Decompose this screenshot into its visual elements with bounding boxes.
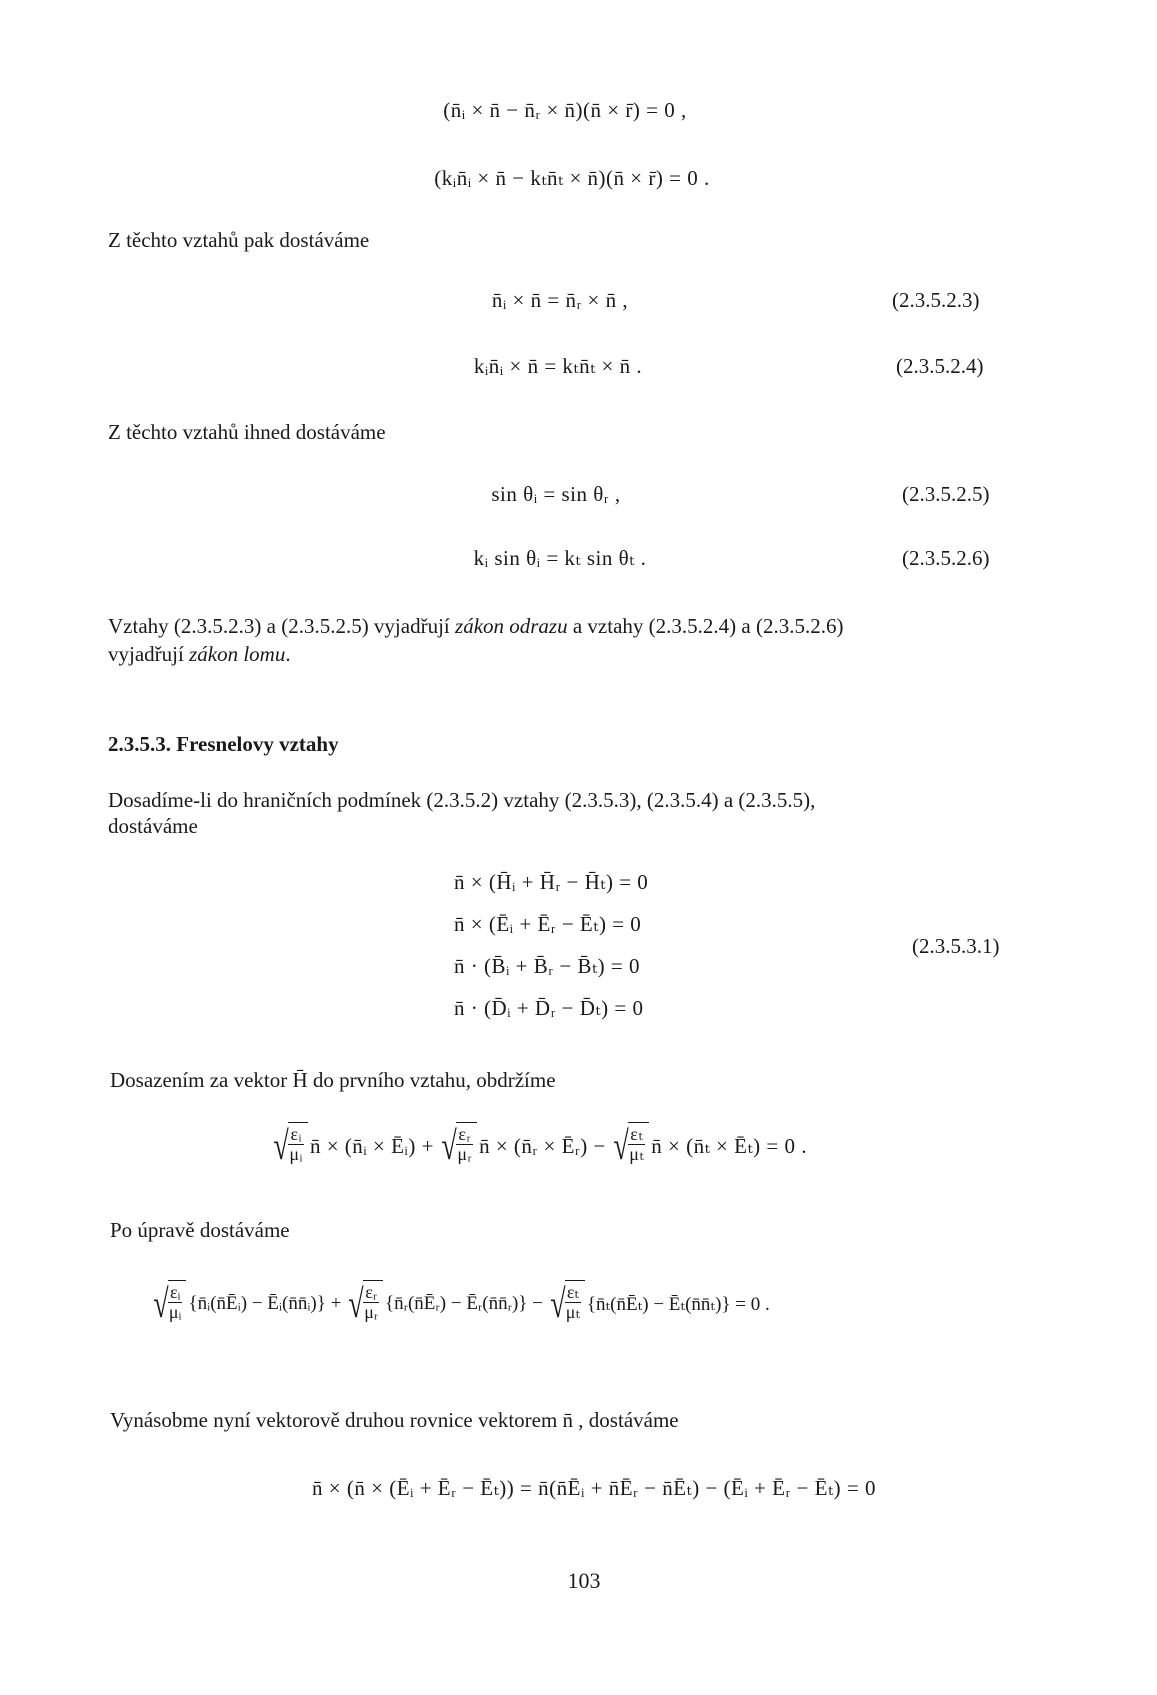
paragraph-3-text-a: Vztahy (2.3.5.2.3) a (2.3.5.2.5) vyjadřují bbox=[108, 614, 456, 638]
paragraph-1: Z těchto vztahů pak dostáváme bbox=[108, 228, 370, 252]
equation-number-2-3-5-2-3: (2.3.5.2.3) bbox=[892, 288, 980, 312]
paragraph-4-line-1: Dosadíme-li do hraničních podmínek (2.3.5.2) vztahy (2.3.5.3), (2.3.5.4) a (2.3.5.5), bbox=[108, 788, 816, 812]
fraction-denominator: μₜ bbox=[629, 1143, 645, 1164]
equation-2-3-5-2-6: kᵢ sin θᵢ = kₜ sin θₜ . bbox=[473, 546, 647, 570]
fraction-numerator: εᵢ bbox=[169, 1282, 181, 1302]
page-number: 103 bbox=[567, 1568, 601, 1593]
paragraph-3-text-c: vyjadřují bbox=[108, 642, 190, 666]
equation-number-2-3-5-3-1: (2.3.5.3.1) bbox=[912, 934, 1000, 958]
section-heading: 2.3.5.3. Fresnelovy vztahy bbox=[108, 732, 339, 756]
fraction-denominator: μᵣ bbox=[364, 1301, 379, 1322]
paragraph-3-text-b: a vztahy (2.3.5.2.4) a (2.3.5.2.6) bbox=[567, 614, 844, 638]
last-equation: n̄ × (n̄ × (Ēᵢ + Ēᵣ − Ēₜ)) = n̄(n̄Ēᵢ + n̄Ēᵣ − n̄Ēₜ) − (Ēᵢ + Ēᵣ − Ēₜ) = 0 bbox=[312, 1476, 876, 1500]
sqrt-eps-mu-t: √ $\frac{\text{εₜ}}{\text{μₜ}}$ bbox=[547, 1280, 585, 1328]
sqrt-eps-mu-r: √ $\frac{\text{εᵣ}}{\text{μᵣ}}$ bbox=[345, 1280, 383, 1328]
paragraph-6: Po úpravě dostáváme bbox=[110, 1218, 290, 1242]
term-law-of-refraction: zákon lomu bbox=[189, 642, 286, 666]
fraction-denominator: μᵣ bbox=[457, 1143, 473, 1164]
fraction-numerator: εₜ bbox=[630, 1124, 644, 1144]
paragraph-3-line-2 bbox=[108, 642, 291, 667]
equation-2: (kᵢn̄ᵢ × n̄ − kₜn̄ₜ × n̄)(n̄ × r̄) = 0 . bbox=[434, 166, 710, 190]
paragraph-5: Dosazením za vektor H̄ do prvního vztahu, obdržíme bbox=[110, 1068, 556, 1092]
sqrt-eps-mu-t: √ $\frac{\text{εₜ}}{\text{μₜ}}$ bbox=[610, 1122, 649, 1170]
term-law-of-reflection: zákon odrazu bbox=[455, 614, 568, 638]
fraction-numerator: εᵢ bbox=[290, 1124, 302, 1144]
long-equation-2 bbox=[150, 1280, 770, 1328]
paragraph-3-text-d: . bbox=[285, 642, 291, 666]
equation-number-2-3-5-2-5: (2.3.5.2.5) bbox=[902, 482, 990, 506]
term-2: n̄ × (n̄ᵣ × Ēᵣ) − bbox=[479, 1133, 606, 1158]
paragraph-3-line-1 bbox=[108, 614, 843, 639]
system-equation-4: n̄ · (D̄ᵢ + D̄ᵣ − D̄ₜ) = 0 bbox=[454, 996, 644, 1020]
equation-2-3-5-2-4: kᵢn̄ᵢ × n̄ = kₜn̄ₜ × n̄ . bbox=[473, 354, 643, 378]
sqrt-eps-mu-i: √ $\frac{\text{εᵢ}}{\text{μᵢ}}$ bbox=[270, 1122, 308, 1170]
term-3: n̄ × (n̄ₜ × Ēₜ) = 0 . bbox=[651, 1133, 807, 1158]
equation-1: (n̄ᵢ × n̄ − n̄ᵣ × n̄)(n̄ × r̄) = 0 , bbox=[443, 98, 687, 122]
fraction-numerator: εᵣ bbox=[458, 1124, 472, 1144]
system-equation-2: n̄ × (Ēᵢ + Ēᵣ − Ēₜ) = 0 bbox=[454, 912, 642, 936]
term-1: {n̄ᵢ(n̄Ēᵢ) − Ēᵢ(n̄n̄ᵢ)} + bbox=[188, 1293, 342, 1314]
term-3: {n̄ₜ(n̄Ēₜ) − Ēₜ(n̄n̄ₜ)} = 0 . bbox=[586, 1293, 770, 1315]
paragraph-4-line-2: dostáváme bbox=[108, 814, 198, 838]
equation-number-2-3-5-2-4: (2.3.5.2.4) bbox=[896, 354, 984, 378]
system-equation-1: n̄ × (H̄ᵢ + H̄ᵣ − H̄ₜ) = 0 bbox=[454, 870, 649, 894]
fraction-numerator: εᵣ bbox=[365, 1282, 377, 1302]
fraction-numerator: εₜ bbox=[566, 1282, 579, 1302]
term-1: n̄ × (n̄ᵢ × Ēᵢ) + bbox=[309, 1133, 434, 1158]
equation-2-3-5-2-3: n̄ᵢ × n̄ = n̄ᵣ × n̄ , bbox=[491, 288, 629, 312]
paragraph-7: Vynásobme nyní vektorově druhou rovnice vektorem n̄ , dostáváme bbox=[110, 1408, 679, 1432]
sqrt-eps-mu-i: √ $\frac{\text{εᵢ}}{\text{μᵢ}}$ bbox=[150, 1280, 186, 1328]
term-2: {n̄ᵣ(n̄Ēᵣ) − Ēᵣ(n̄n̄ᵣ)} − bbox=[385, 1293, 543, 1314]
equation-2-3-5-2-5: sin θᵢ = sin θᵣ , bbox=[491, 482, 621, 506]
fraction-denominator: μᵢ bbox=[289, 1143, 304, 1164]
long-equation-1 bbox=[270, 1122, 807, 1170]
system-equation-3: n̄ · (B̄ᵢ + B̄ᵣ − B̄ₜ) = 0 bbox=[454, 954, 640, 978]
sqrt-eps-mu-r: √ $\frac{\text{εᵣ}}{\text{μᵣ}}$ bbox=[438, 1122, 477, 1170]
paragraph-2: Z těchto vztahů ihned dostáváme bbox=[108, 420, 386, 444]
fraction-denominator: μᵢ bbox=[168, 1301, 182, 1322]
equation-number-2-3-5-2-6: (2.3.5.2.6) bbox=[902, 546, 990, 570]
fraction-denominator: μₜ bbox=[565, 1301, 580, 1322]
